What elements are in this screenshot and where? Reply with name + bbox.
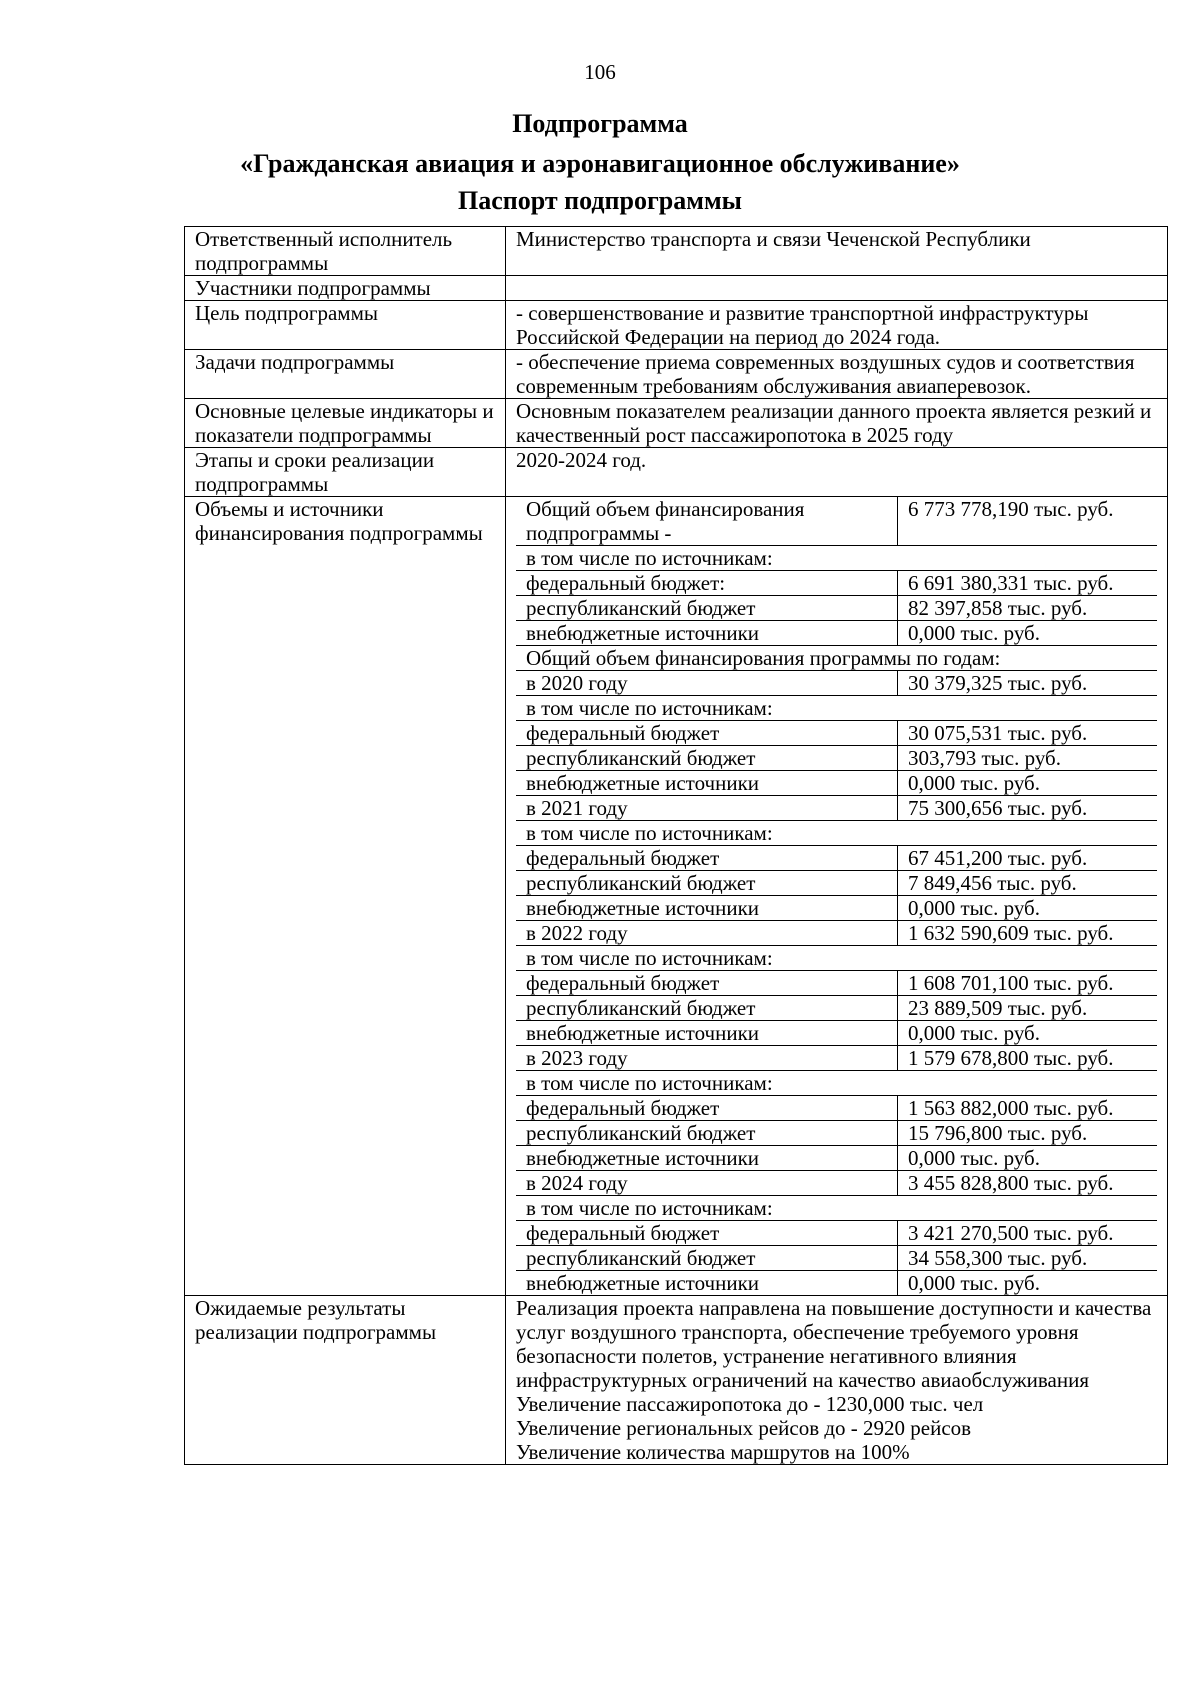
- year-label: в 2022 году: [516, 921, 898, 946]
- year-value: 3 455 828,800 тыс. руб.: [898, 1171, 1158, 1196]
- year-republic-label: республиканский бюджет: [516, 746, 898, 771]
- year-federal-label: федеральный бюджет: [516, 846, 898, 871]
- year-republic-value: 23 889,509 тыс. руб.: [898, 996, 1158, 1021]
- year-extra-row: [516, 1021, 1157, 1046]
- passport-table: [184, 226, 1168, 1465]
- year-value: 1 632 590,609 тыс. руб.: [898, 921, 1158, 946]
- row-tasks: [185, 350, 1168, 399]
- year-extra-value: 0,000 тыс. руб.: [898, 1146, 1158, 1171]
- year-republic-row: [516, 871, 1157, 896]
- result-routes: Увеличение количества маршрутов на 100%: [516, 1440, 910, 1464]
- row-stages: [185, 448, 1168, 497]
- result-passengers: Увеличение пассажиропотока до - 1230,000 тыс. чел: [516, 1392, 984, 1416]
- year-federal-value: 1 608 701,100 тыс. руб.: [898, 971, 1158, 996]
- financing-table: [516, 497, 1157, 1295]
- participants-label: Участники подпрограммы: [185, 276, 506, 301]
- fin-federal-row: [516, 571, 1157, 596]
- participants-value: [506, 276, 1168, 301]
- year-republic-row: [516, 1121, 1157, 1146]
- indicators-label: Основные целевые индикаторы и показатели подпрограммы: [185, 399, 506, 448]
- row-executor: [185, 227, 1168, 276]
- year-republic-row: [516, 746, 1157, 771]
- year-federal-row: [516, 971, 1157, 996]
- year-sources-row: [516, 1071, 1157, 1096]
- fin-republic-row: [516, 596, 1157, 621]
- row-results: [185, 1296, 1168, 1465]
- passport-title: Паспорт подпрограммы: [458, 186, 742, 215]
- year-value: 30 379,325 тыс. руб.: [898, 671, 1158, 696]
- results-value: [506, 1296, 1168, 1465]
- year-extra-label: внебюджетные источники: [516, 1146, 898, 1171]
- year-label: в 2021 году: [516, 796, 898, 821]
- year-2021-row: [516, 796, 1157, 821]
- goal-label: Цель подпрограммы: [185, 301, 506, 350]
- year-republic-value: 34 558,300 тыс. руб.: [898, 1246, 1158, 1271]
- year-republic-label: республиканский бюджет: [516, 1246, 898, 1271]
- year-extra-value: 0,000 тыс. руб.: [898, 771, 1158, 796]
- year-extra-value: 0,000 тыс. руб.: [898, 1021, 1158, 1046]
- results-text: Реализация проекта направлена на повышение доступности и качества услуг воздушного транспорта, обеспечение требуемого уровня безопасности полетов, устранение негативного влияния инфраструктурных ограничений на качество авиаобслуживания: [516, 1296, 1152, 1392]
- fin-sources-heading: в том числе по источникам:: [516, 546, 1157, 571]
- year-republic-label: республиканский бюджет: [516, 996, 898, 1021]
- fin-federal-value: 6 691 380,331 тыс. руб.: [898, 571, 1158, 596]
- year-extra-row: [516, 771, 1157, 796]
- year-2023-row: [516, 1046, 1157, 1071]
- year-2022-row: [516, 921, 1157, 946]
- year-federal-value: 3 421 270,500 тыс. руб.: [898, 1221, 1158, 1246]
- stages-value: 2020-2024 год.: [506, 448, 1168, 497]
- year-federal-value: 30 075,531 тыс. руб.: [898, 721, 1158, 746]
- results-label: Ожидаемые результаты реализации подпрограммы: [185, 1296, 506, 1465]
- year-republic-value: 15 796,800 тыс. руб.: [898, 1121, 1158, 1146]
- fin-total-label: Общий объем финансирования подпрограммы -: [516, 497, 898, 546]
- year-sources-heading: в том числе по источникам:: [516, 1196, 1157, 1221]
- fin-federal-label: федеральный бюджет:: [516, 571, 898, 596]
- year-federal-row: [516, 1221, 1157, 1246]
- fin-by-years-row: [516, 646, 1157, 671]
- executor-value: Министерство транспорта и связи Чеченской Республики: [506, 227, 1168, 276]
- year-federal-label: федеральный бюджет: [516, 971, 898, 996]
- row-indicators: [185, 399, 1168, 448]
- financing-cell: [506, 497, 1168, 1296]
- year-extra-label: внебюджетные источники: [516, 1271, 898, 1296]
- year-extra-value: 0,000 тыс. руб.: [898, 896, 1158, 921]
- year-republic-label: республиканский бюджет: [516, 1121, 898, 1146]
- fin-total-row: [516, 497, 1157, 546]
- year-federal-row: [516, 721, 1157, 746]
- year-republic-row: [516, 1246, 1157, 1271]
- year-extra-label: внебюджетные источники: [516, 896, 898, 921]
- row-financing: [185, 497, 1168, 1296]
- year-republic-label: республиканский бюджет: [516, 871, 898, 896]
- page-number: 106: [584, 60, 616, 84]
- year-2024-row: [516, 1171, 1157, 1196]
- goal-value: - совершенствование и развитие транспортной инфраструктуры Российской Федерации на период до 2024 года.: [506, 301, 1168, 350]
- fin-total-value: 6 773 778,190 тыс. руб.: [898, 497, 1158, 546]
- year-label: в 2023 году: [516, 1046, 898, 1071]
- tasks-label: Задачи подпрограммы: [185, 350, 506, 399]
- year-sources-heading: в том числе по источникам:: [516, 1071, 1157, 1096]
- year-sources-row: [516, 946, 1157, 971]
- year-sources-heading: в том числе по источникам:: [516, 821, 1157, 846]
- year-extra-label: внебюджетные источники: [516, 1021, 898, 1046]
- fin-extra-row: [516, 621, 1157, 646]
- year-republic-value: 7 849,456 тыс. руб.: [898, 871, 1158, 896]
- fin-republic-value: 82 397,858 тыс. руб.: [898, 596, 1158, 621]
- year-sources-row: [516, 696, 1157, 721]
- year-label: в 2020 году: [516, 671, 898, 696]
- year-extra-label: внебюджетные источники: [516, 771, 898, 796]
- year-value: 1 579 678,800 тыс. руб.: [898, 1046, 1158, 1071]
- row-goal: [185, 301, 1168, 350]
- year-federal-row: [516, 1096, 1157, 1121]
- year-label: в 2024 году: [516, 1171, 898, 1196]
- year-federal-value: 67 451,200 тыс. руб.: [898, 846, 1158, 871]
- year-federal-label: федеральный бюджет: [516, 1221, 898, 1246]
- year-sources-row: [516, 1196, 1157, 1221]
- year-sources-row: [516, 821, 1157, 846]
- year-extra-row: [516, 1271, 1157, 1296]
- fin-republic-label: республиканский бюджет: [516, 596, 898, 621]
- year-extra-value: 0,000 тыс. руб.: [908, 1271, 1040, 1295]
- row-participants: [185, 276, 1168, 301]
- result-flights: Увеличение региональных рейсов до - 2920 рейсов: [516, 1416, 972, 1440]
- fin-extra-value: 0,000 тыс. руб.: [898, 621, 1158, 646]
- year-republic-value: 303,793 тыс. руб.: [898, 746, 1158, 771]
- document-title: Подпрограмма: [512, 109, 688, 138]
- year-federal-row: [516, 846, 1157, 871]
- year-federal-value: 1 563 882,000 тыс. руб.: [898, 1096, 1158, 1121]
- indicators-value: Основным показателем реализации данного проекта является резкий и качественный рост пассажиропотока в 2025 году: [506, 399, 1168, 448]
- year-republic-row: [516, 996, 1157, 1021]
- subprogram-name: «Гражданская авиация и аэронавигационное обслуживание»: [240, 149, 960, 178]
- fin-sources-row: [516, 546, 1157, 571]
- year-2020-row: [516, 671, 1157, 696]
- tasks-value: - обеспечение приема современных воздушных судов и соответствия современным требованиям обслуживания авиаперевозок.: [506, 350, 1168, 399]
- year-extra-row: [516, 896, 1157, 921]
- fin-by-years-heading: Общий объем финансирования программы по годам:: [516, 646, 1157, 671]
- year-federal-label: федеральный бюджет: [516, 721, 898, 746]
- year-value: 75 300,656 тыс. руб.: [898, 796, 1158, 821]
- year-federal-label: федеральный бюджет: [516, 1096, 898, 1121]
- fin-extra-label: внебюджетные источники: [516, 621, 898, 646]
- executor-label: Ответственный исполнитель подпрограммы: [185, 227, 506, 276]
- financing-label: Объемы и источники финансирования подпрограммы: [185, 497, 506, 1296]
- stages-label: Этапы и сроки реализации подпрограммы: [185, 448, 506, 497]
- year-sources-heading: в том числе по источникам:: [516, 946, 1157, 971]
- year-sources-heading: в том числе по источникам:: [516, 696, 1157, 721]
- year-extra-row: [516, 1146, 1157, 1171]
